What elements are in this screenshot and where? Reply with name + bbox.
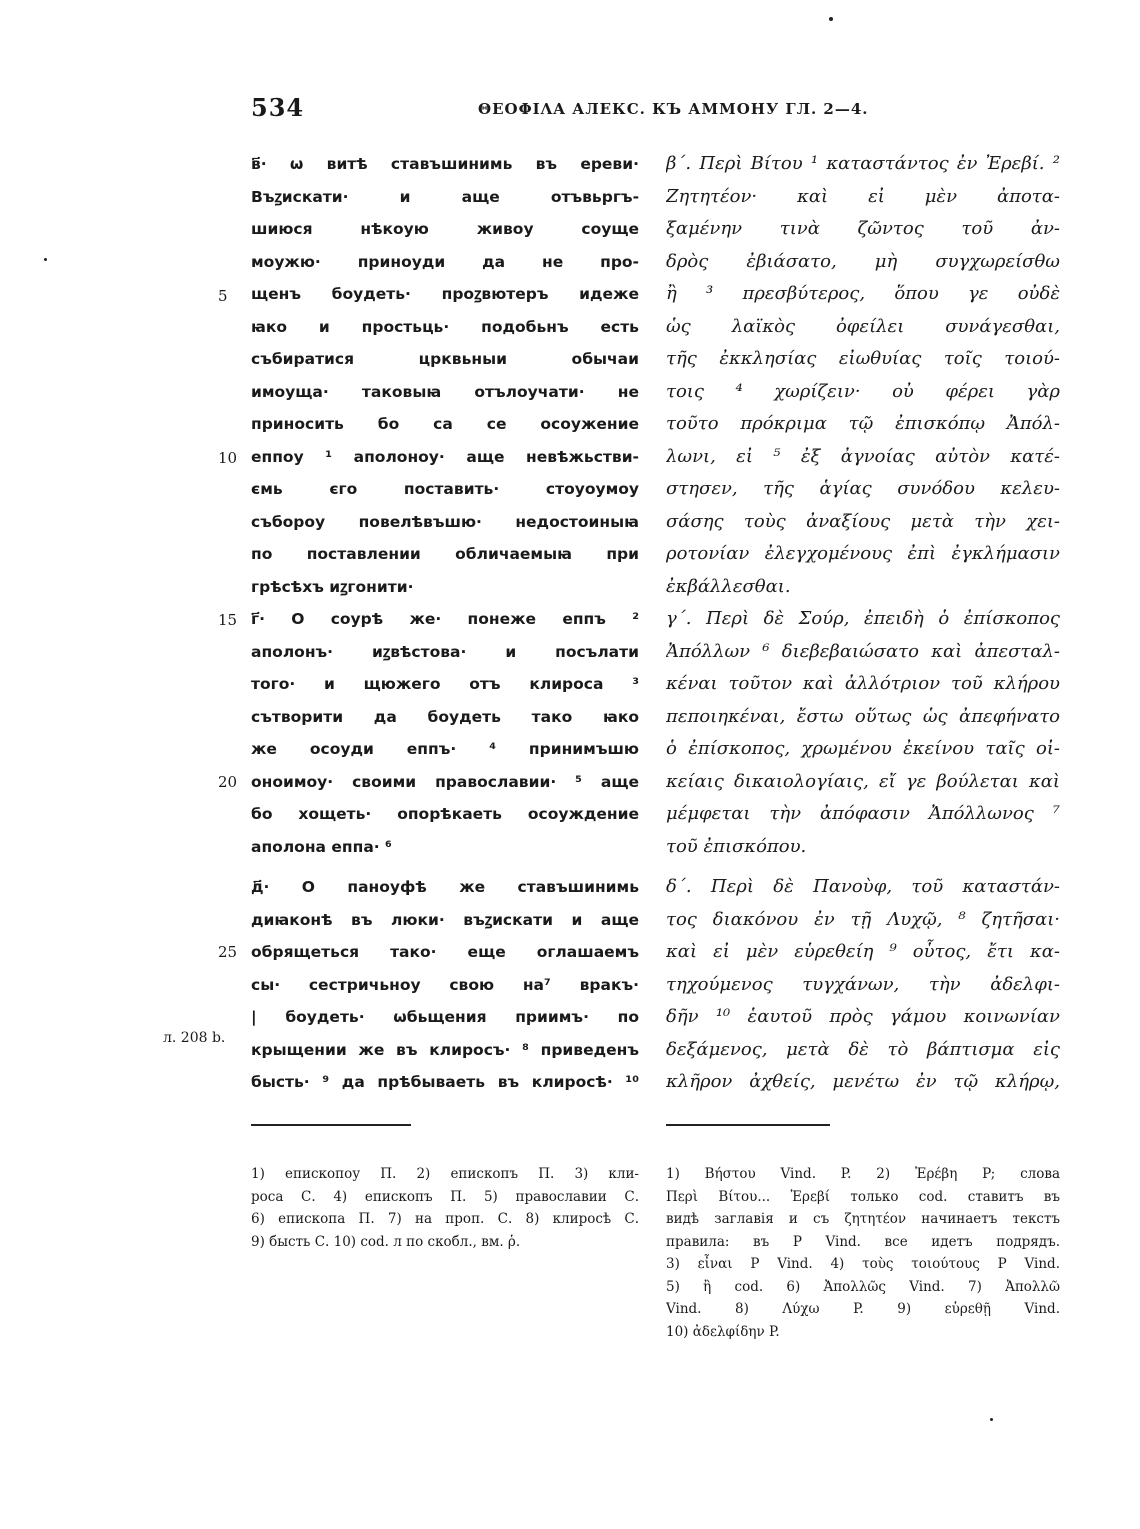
text-line: шиюся нѣкоую живоу соуще	[251, 220, 639, 238]
text-line: имоуща· таковыꙗ отълоучати· не	[251, 382, 639, 401]
text-line: λωνι, εἰ ⁵ ἐξ ἀγνοίας αὐτὸν κατέ-	[666, 445, 1060, 467]
footnotes-slavonic	[251, 1163, 639, 1253]
text-line: аполонъ· иꙁвѣстова· и посълати	[251, 642, 639, 661]
text-line: щенъ боудеть· проꙁвютеръ идеже	[251, 285, 639, 303]
text-line: диꙗконѣ въ люки· въꙁискати и аще	[251, 910, 639, 929]
text-line: аполона еппа· ⁶	[251, 837, 392, 856]
text-line: ємь єго поставить· стоуоумоу	[251, 480, 639, 498]
text-line: καὶ εἰ μὲν εὑρεθείη ⁹ οὗτος, ἔτι κα-	[666, 941, 1060, 962]
text-line: събиратися црквьныи обычаи	[251, 350, 639, 368]
text-line: грѣсѣхъ иꙁгонити·	[251, 577, 414, 596]
scan-speck	[990, 1418, 993, 1421]
footnote-line: правила: въ P Vind. все идетъ подрядъ.	[666, 1233, 1060, 1250]
text-line: δρὸς ἐβιάσατο, μὴ συγχωρείσθω	[666, 250, 1060, 272]
text-line: β΄. Περὶ Βίτου ¹ καταστάντος ἐν Ἐρεβί. ²	[666, 153, 1060, 174]
text-line: ꙗко и простьць· подобьнъ есть	[251, 317, 639, 336]
text-line: ἐκβάλλεσθαι.	[666, 575, 791, 597]
text-line: ροτονίαν ἐλεγχομένους ἐπὶ ἐγκλήμασιν	[666, 543, 1060, 564]
text-line: Въꙁискати· и аще отъвьргъ-	[251, 187, 639, 206]
slavonic-column	[251, 148, 639, 1099]
text-line: κείαις δικαιολογίαις, εἴ γε βούλεται καὶ	[666, 770, 1060, 792]
footnote-line: Περὶ Βίτου... Ἐρεβί только cod. ставитъ въ	[666, 1188, 1060, 1205]
text-line: ὁ ἐπίσκοπος, χρωμένου ἐκείνου ταῖς οἰ-	[666, 738, 1060, 759]
text-line: того· и щюжего отъ клироса ³	[251, 675, 639, 693]
line-number: 25	[218, 943, 238, 961]
line-number: 5	[218, 287, 228, 305]
text-line: г҃· О соурѣ же· понеже еппъ ²	[251, 610, 639, 628]
text-line: Ζητητέον· καὶ εἰ μὲν ἀποτα-	[666, 185, 1060, 207]
scan-speck	[829, 17, 833, 21]
running-title: ΘΕΟΦΙΛΑ АЛЕКС. КЪ АММОНУ ГЛ. 2—4.	[478, 100, 869, 118]
footnote-line: Vind. 8) Λύχω P. 9) εὑρεθῇ Vind.	[666, 1301, 1060, 1317]
text-line: δεξάμενος, μετὰ δὲ τὸ βάπτισμα εἰς	[666, 1038, 1060, 1060]
text-line: же осоуди еппъ· ⁴ принимъшю	[251, 740, 639, 758]
text-line: крыщении же въ клиросъ· ⁸ приведенъ	[251, 1040, 639, 1059]
footnote-line: видѣ заглавія и съ ζητητέον начинаетъ текстъ	[666, 1211, 1060, 1227]
text-line: πεποιηκέναι, ἔστω οὕτως ὡς ἀπεφήνατο	[666, 705, 1060, 727]
line-number: 20	[218, 773, 238, 791]
text-line: τοῦτο πρόκριμα τῷ ἐπισκόπῳ Ἀπόλ-	[666, 413, 1060, 434]
folio-margin-note: л. 208 b.	[163, 1030, 226, 1046]
text-line: γ΄. Περὶ δὲ Σούρ, ἐπειδὴ ὁ ἐπίσκοπος	[666, 608, 1060, 629]
text-line: δῆν ¹⁰ ἑαυτοῦ πρὸς γάμου κοινωνίαν	[666, 1006, 1060, 1027]
footnote-line: 6) епископа П. 7) на проп. С. 8) клиросѣ С.	[251, 1211, 639, 1227]
text-line: τηχούμενος τυγχάνων, τὴν ἀδελφι-	[666, 973, 1060, 995]
text-line: бысть· ⁹ да прѣбываеть въ клиросѣ· ¹⁰	[251, 1073, 639, 1091]
footnote-line: 5) ἢ cod. 6) Ἀπολλῶς Vind. 7) Ἀπολλῶ	[666, 1278, 1060, 1295]
text-line: στησεν, τῆς ἁγίας συνόδου κελευ-	[666, 478, 1060, 499]
footnote-line: роса С. 4) епископъ П. 5) православии С.	[251, 1188, 639, 1205]
text-line: оноимоу· своими православии· ⁵ аще	[251, 772, 639, 791]
footnotes-greek	[666, 1163, 1060, 1343]
text-line: в҃· ѡ витѣ ставъшинимь въ ереви·	[251, 155, 639, 173]
text-line: Ἀπόλλων ⁶ διεβεβαιώσατο καὶ ἀπεσταλ-	[666, 640, 1060, 662]
footnote-line: 3) εἶναι P Vind. 4) τοὺς τοιούτους P Vind.	[666, 1256, 1060, 1272]
text-line: μέμφεται τὴν ἀπόφασιν Ἀπόλλωνος ⁷	[666, 803, 1060, 824]
text-line: τοις ⁴ χωρίζειν· οὐ φέρει γὰρ	[666, 380, 1060, 402]
footnote-line: 1) Βήστου Vind. P. 2) Ἐρέβη P; слова	[666, 1166, 1060, 1182]
text-line: съборoу повелѣвъшю· недостоиныꙗ	[251, 512, 639, 531]
text-line: ἢ ³ πρεσβύτερος, ὅπου γε οὐδὲ	[666, 283, 1060, 304]
text-line: сы· сестричьноу свою на⁷ вракъ·	[251, 975, 639, 994]
text-line: τοῦ ἐπισκόπου.	[666, 835, 807, 857]
footnote-line: 9) бысть С. 10) cod. л по скобл., вм. ῥ.	[251, 1233, 521, 1250]
greek-column	[666, 148, 1060, 1099]
text-line: ὡς λαϊκὸς ὀφείλει συνάγεσθαι,	[666, 315, 1060, 337]
text-line: еппоу ¹ аполоноу· аще невѣжьстви-	[251, 447, 639, 466]
text-line: δ΄. Περὶ δὲ Πανοὺφ, τοῦ καταστάν-	[666, 876, 1060, 897]
text-line: по поставлении обличаемыꙗ при	[251, 545, 639, 563]
scan-speck	[44, 258, 47, 261]
footnote-line: 1) епископоу П. 2) епископъ П. 3) кли-	[251, 1166, 639, 1182]
text-line: | боудеть· ѡбьщения приимъ· по	[251, 1008, 639, 1026]
text-line: моужю· приноуди да не про-	[251, 252, 639, 271]
text-line: обрящеться тако· еще оглашаемъ	[251, 943, 639, 961]
line-number: 15	[218, 611, 238, 629]
text-line: κέναι τοῦτον καὶ ἀλλότριον τοῦ κλήρου	[666, 673, 1060, 694]
footnote-rule	[666, 1124, 830, 1126]
text-line: сътворити да боудеть тако ꙗко	[251, 707, 639, 726]
text-line: κλῆρον ἀχθείς, μενέτω ἐν τῷ κλήρῳ,	[666, 1071, 1060, 1092]
page-number: 534	[251, 93, 305, 122]
footnote-line: 10) ἀδελφίδην P.	[666, 1323, 780, 1340]
text-line: приносить бо са се осоужение	[251, 415, 639, 433]
text-line: σάσης τοὺς ἀναξίους μετὰ τὴν χει-	[666, 510, 1060, 532]
text-line: бо хощеть· опорѣкаеть осоуждение	[251, 805, 639, 823]
text-line: τος διακόνου ἐν τῇ Λυχῷ, ⁸ ζητῆσαι·	[666, 908, 1060, 930]
text-line: д҃· О паноуфѣ же ставъшинимь	[251, 878, 639, 896]
line-number: 10	[218, 449, 238, 467]
text-line: τῆς ἐκκλησίας εἰωθυίας τοῖς τοιού-	[666, 348, 1060, 369]
text-line: ξαμένην τινὰ ζῶντος τοῦ ἀν-	[666, 218, 1060, 239]
footnote-rule	[251, 1124, 411, 1126]
